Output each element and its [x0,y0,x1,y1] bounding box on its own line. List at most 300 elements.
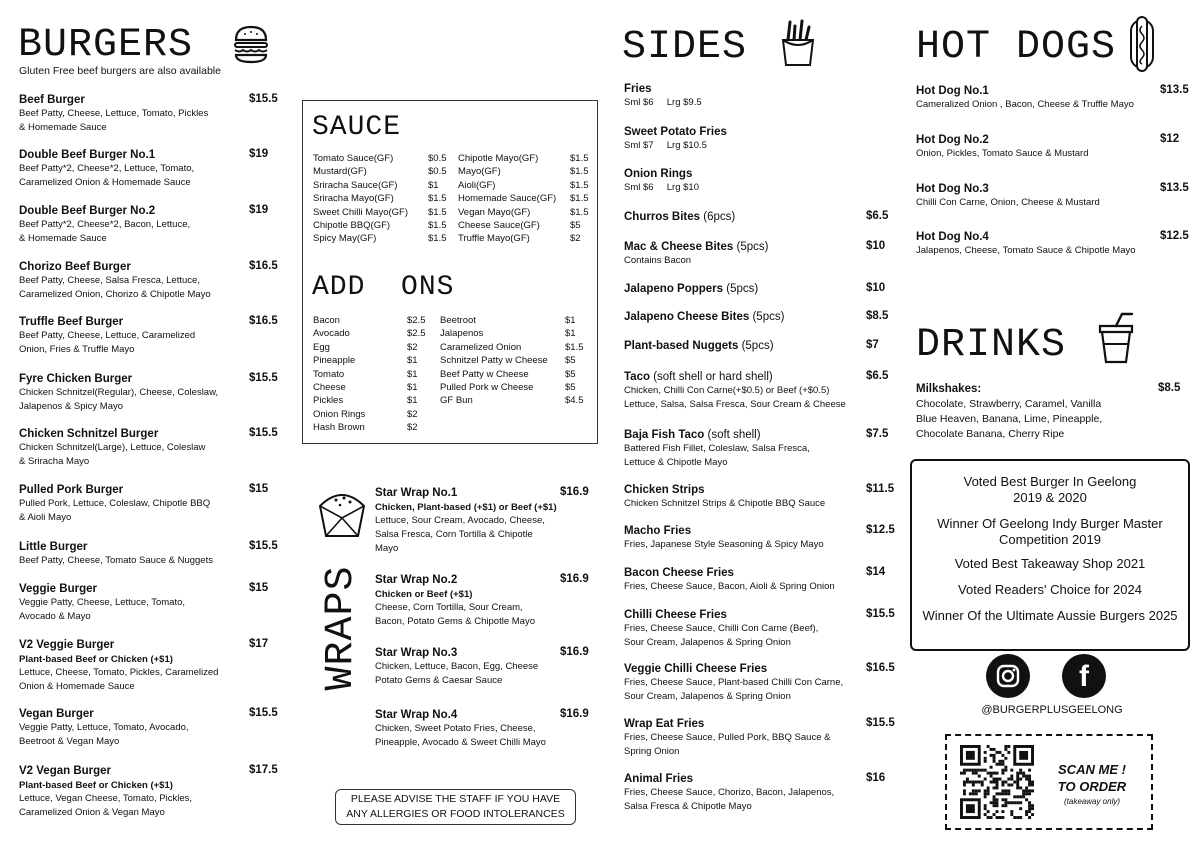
facebook-icon[interactable]: f [1062,654,1106,698]
item-name: Hot Dog No.4 [916,231,989,243]
item-price: $13.5 [1160,84,1189,96]
award-line: Winner Of the Ultimate Aussie Burgers 2025 [922,608,1178,623]
item-desc: Chilli Con Carne, Onion, Cheese & Mustard [916,197,1100,208]
table-row [313,381,429,394]
item-desc: Fries, Cheese Sauce, Bacon, Aioli & Spring Onion [624,581,835,592]
table-row [440,381,586,394]
table-row [313,152,449,165]
item-price: $7.5 [866,428,889,440]
side-item [624,82,896,110]
item-price: $15 [249,582,269,594]
side-item [624,608,896,650]
awards-list [912,474,1188,624]
item-desc: Fries, Cheese Sauce, Plant-based Chilli Con Carne, [624,677,844,688]
item-name [624,428,896,442]
hotdog-item [916,230,1188,258]
burger-item [19,483,281,525]
award-line: Voted Best Takeaway Shop 2021 [954,556,1146,571]
award-item [912,582,1188,598]
item-desc: Beef Patty, Cheese, Tomato Sauce & Nuggets [19,555,213,566]
side-item [624,339,896,353]
drink-flavours: Blue Heaven, Banana, Lime, Pineapple, [916,413,1103,425]
row-label: Cheese [313,382,346,394]
item-portion: (soft shell or hard shell) [650,371,773,383]
item-price: $17.5 [249,764,278,776]
item-desc: Chicken, Sweet Potato Fries, Cheese, [375,723,536,734]
item-name-text: Onion Rings [624,168,693,180]
order-text [1042,762,1142,808]
item-name [624,524,896,538]
item-desc: Beef Patty, Cheese, Lettuce, Caramelized [19,330,196,341]
qr-code[interactable] [960,745,1034,819]
item-name: Hot Dog No.1 [916,85,989,97]
item-price: $19 [249,148,269,160]
item-price: $16.9 [560,486,589,498]
item-name [624,82,896,96]
row-label: Cheese Sauce(GF) [458,220,540,232]
item-price: $8.5 [866,310,889,322]
item-name: Veggie Burger [19,583,97,595]
table-row [313,354,429,367]
item-price: $14 [866,566,886,578]
item-option: Chicken or Beef (+$1) [375,589,473,600]
drink-flavours: Chocolate, Strawberry, Caramel, Vanilla [916,398,1102,410]
item-price: $16.9 [560,573,589,585]
item-name: Star Wrap No.1 [375,487,458,499]
item-name [624,566,896,580]
row-price: $5 [570,220,581,232]
table-row [440,327,586,340]
item-desc: Jalapenos, Cheese, Tomato Sauce & Chipotle Mayo [916,245,1136,256]
item-price: $16.9 [560,646,589,658]
item-option: Plant-based Beef or Chicken (+$1) [19,780,173,791]
row-label: Tomato Sauce(GF) [313,153,394,164]
award-item [912,556,1188,572]
item-name-text: Fries [624,83,652,95]
row-price: $1.5 [565,341,584,353]
table-row [458,179,590,192]
row-price: $1.5 [570,193,589,205]
row-price: $1.5 [428,233,447,245]
item-price: $16.5 [866,662,895,674]
award-item [912,608,1188,624]
row-label: Bacon [313,315,340,326]
burger-item [19,93,281,135]
row-price: $1 [407,382,418,394]
item-price: $15.5 [866,608,895,620]
row-price: $1.5 [428,220,447,232]
table-row [440,368,586,381]
row-price: $1.5 [570,166,589,178]
row-price: $2 [570,233,581,245]
item-desc: & Sriracha Mayo [19,456,90,467]
row-label: Tomato [313,368,345,380]
sides-title: SIDES [622,25,748,70]
item-name-text: Bacon Cheese Fries [624,567,734,579]
row-label: Sriracha Mayo(GF) [313,193,394,205]
item-name: Chorizo Beef Burger [19,261,131,273]
item-name-text: Jalapeno Cheese Bites [624,311,750,323]
to-order-label: TO ORDER [1057,779,1127,794]
row-price: $1.5 [570,153,589,164]
item-name [624,240,896,254]
burger-item [19,764,281,820]
item-desc: Beef Patty*2, Cheese*2, Lettuce, Tomato, [19,163,195,174]
addons-title: ADD ONS [312,272,455,303]
item-name: Pulled Pork Burger [19,484,124,496]
row-label: Mayo(GF) [458,166,501,178]
item-price: $11.5 [866,483,895,495]
table-row [313,192,449,205]
item-desc: Beetroot & Vegan Mayo [19,736,120,747]
item-desc: Lettuce, Sour Cream, Avocado, Cheese, [375,515,545,526]
award-line: 2019 & 2020 [1013,490,1087,505]
row-price: $5 [565,382,576,394]
sauce-title: SAUCE [312,112,402,143]
burger-item [19,540,281,568]
allergy-notice [335,789,576,825]
item-desc: Lettuce, Vegan Cheese, Tomato, Pickles, [19,793,193,804]
item-name-text: Veggie Chilli Cheese Fries [624,663,768,675]
row-price: $0.5 [428,166,447,178]
row-label: Aioli(GF) [458,179,496,191]
item-desc: Fries, Cheese Sauce, Chorizo, Bacon, Jalapenos, [624,787,835,798]
item-name-text: Mac & Cheese Bites [624,241,734,253]
item-name [624,608,896,622]
row-price: $5 [565,355,576,367]
item-name [624,282,896,296]
item-price: $10 [866,240,886,252]
item-price: $15.5 [249,372,278,384]
row-price: $2 [407,422,418,434]
item-portion: (5pcs) [738,340,774,352]
item-name: Chicken Schnitzel Burger [19,428,159,440]
row-price: $1 [407,355,418,367]
wrap-item [375,708,590,750]
drink-name: Milkshakes: [916,383,982,395]
table-row [440,341,586,354]
burger-item [19,204,281,246]
row-price: $1.5 [428,193,447,205]
item-name: Vegan Burger [19,708,94,720]
item-desc: Cameralized Onion , Bacon, Cheese & Truffle Mayo [916,99,1134,110]
item-desc: Salsa Fresca & Chipotle Mayo [624,801,752,812]
table-row [313,206,449,219]
item-price: $10 [866,282,886,294]
side-item [624,566,896,594]
table-row [313,421,429,434]
scan-me-label: SCAN ME ! [1058,762,1126,777]
row-price: $1 [428,179,439,191]
item-price: $13.5 [1160,182,1189,194]
row-price: $1.5 [428,206,447,218]
item-name [624,310,896,324]
item-name: Double Beef Burger No.1 [19,149,156,161]
burger-item [19,582,281,624]
row-price: $1 [565,315,576,326]
item-desc: Fries, Cheese Sauce, Chilli Con Carne (Beef), [624,623,819,634]
drinks-title: DRINKS [916,323,1067,368]
side-item [624,662,896,704]
item-portion: (5pcs) [723,283,759,295]
hotdog-item [916,182,1188,210]
row-label: Pickles [313,395,344,407]
row-price: $4.5 [565,395,584,407]
wrap-item [375,573,590,629]
item-price: $16 [866,772,886,784]
row-label: Avocado [313,328,350,340]
side-item [624,167,896,195]
item-name-text: Chilli Cheese Fries [624,609,727,621]
item-price: $6.5 [866,210,889,222]
hotdog-item [916,133,1188,161]
row-price: $1 [407,395,418,407]
item-desc: Onion, Pickles, Tomato Sauce & Mustard [916,148,1089,159]
item-desc: Chicken, Chilli Con Carne(+$0.5) or Beef (+$0.5) [624,385,830,396]
row-label: Beef Patty w Cheese [440,368,529,380]
burger-item [19,427,281,469]
table-row [313,408,429,421]
item-desc: Beef Patty, Cheese, Lettuce, Tomato, Pickles [19,108,209,119]
item-desc: Sml $6 Lrg $9.5 [624,97,702,108]
table-row [458,219,590,232]
award-item [912,474,1188,506]
row-price: $2 [407,341,418,353]
item-desc: Mayo [375,543,399,554]
item-price: $19 [249,204,269,216]
item-name-text: Taco [624,371,650,383]
side-item [624,282,896,296]
item-desc: Beef Patty, Cheese, Salsa Fresca, Lettuce, [19,275,200,286]
wrap-icon [314,488,370,540]
burgers-title: BURGERS [18,23,194,68]
item-name-text: Baja Fish Taco [624,429,705,441]
social-handle[interactable]: @BURGERPLUSGEELONG [981,704,1123,716]
item-price: $12.5 [1160,230,1189,242]
item-name [624,370,896,384]
burger-item [19,707,281,749]
item-name: V2 Vegan Burger [19,765,112,777]
row-label: Beetroot [440,315,476,326]
side-item [624,125,896,153]
row-label: Vegan Mayo(GF) [458,206,531,218]
item-name [624,167,896,181]
item-desc: Bacon, Potato Gems & Chipotle Mayo [375,616,535,627]
item-name [624,772,896,786]
item-name [624,125,896,139]
item-desc: Pulled Pork, Lettuce, Coleslaw, Chipotle BBQ [19,498,211,509]
table-row [458,192,590,205]
item-name [624,339,896,353]
item-name-text: Animal Fries [624,773,694,785]
item-name: Fyre Chicken Burger [19,373,133,385]
item-name: Star Wrap No.3 [375,647,458,659]
row-label: Sweet Chilli Mayo(GF) [313,206,409,218]
award-line: Competition 2019 [999,532,1101,547]
item-name: Truffle Beef Burger [19,316,124,328]
table-row [440,314,586,327]
side-item [624,310,896,324]
table-row [313,368,429,381]
row-label: Pineapple [313,355,356,367]
row-label: Homemade Sauce(GF) [458,193,557,205]
item-name [624,210,896,224]
item-price: $6.5 [866,370,889,382]
item-portion: (5pcs) [733,241,769,253]
instagram-icon[interactable] [986,654,1030,698]
table-row [313,165,449,178]
burger-item [19,260,281,302]
item-desc: Onion, Fries & Truffle Mayo [19,344,135,355]
row-label: Chipotle BBQ(GF) [313,220,391,232]
item-portion: (5pcs) [749,311,785,323]
row-price: $2 [407,408,418,420]
table-row [313,219,449,232]
drink-cup-icon [1096,312,1136,364]
item-desc: Sour Cream, Jalapenos & Spring Onion [624,637,791,648]
award-line: Voted Best Burger In Geelong [963,474,1137,489]
table-row [313,394,429,407]
wrap-item [375,646,590,688]
item-desc: Battered Fish Fillet, Coleslaw, Salsa Fresca, [624,443,810,454]
row-price: $1 [565,328,576,340]
row-label: Jalapenos [440,328,484,340]
item-desc: Cheese, Corn Tortilla, Sour Cream, [375,602,523,613]
table-row [440,354,586,367]
item-desc: Fries, Cheese Sauce, Pulled Pork, BBQ Sauce & [624,732,831,743]
item-desc: Sml $6 Lrg $10 [624,182,699,193]
item-price: $15.5 [249,427,278,439]
item-price: $16.5 [249,315,278,327]
item-name: Beef Burger [19,94,85,106]
row-label: Egg [313,341,330,353]
item-desc: Veggie Patty, Lettuce, Tomato, Avocado, [19,722,189,733]
award-line: Winner Of Geelong Indy Burger Master [937,516,1163,531]
item-price: $16.9 [560,708,589,720]
wraps-title: WRAPS [319,565,364,691]
item-name-text: Jalapeno Poppers [624,283,724,295]
burger-icon [233,24,269,64]
item-portion: (soft shell) [704,429,761,441]
side-item [624,483,896,511]
row-price: $5 [565,368,576,380]
item-desc: Salsa Fresca, Corn Tortilla & Chipotle [375,529,533,540]
item-price: $17 [249,638,269,650]
row-label: Caramelized Onion [440,341,522,353]
item-desc: Potato Gems & Caesar Sauce [375,675,503,686]
item-price: $15.5 [249,93,278,105]
item-desc: Spring Onion [624,746,680,757]
addons-table-right [440,314,586,408]
table-row [313,179,449,192]
table-row [458,232,590,245]
item-desc: & Homemade Sauce [19,122,107,133]
item-desc: Contains Bacon [624,255,692,266]
item-name: Double Beef Burger No.2 [19,205,156,217]
award-line: Voted Readers' Choice for 2024 [958,582,1142,597]
item-desc: Lettuce, Cheese, Tomato, Pickles, Caramelized [19,667,219,678]
drink-item [916,382,1186,442]
item-price: $15.5 [249,707,278,719]
row-label: GF Bun [440,395,473,407]
item-desc: Caramelized Onion, Chorizo & Chipotle Mayo [19,289,211,300]
item-desc: Pineapple, Avocado & Sweet Chilli Mayo [375,737,546,748]
item-desc: Caramelized Onion & Vegan Mayo [19,807,165,818]
side-item [624,240,896,268]
table-row [313,327,429,340]
burger-item [19,315,281,357]
hotdogs-title: HOT DOGS [916,25,1117,70]
row-label: Spicy May(GF) [313,233,377,245]
table-row [458,152,590,165]
item-desc: Lettuce & Chipotle Mayo [624,457,728,468]
row-label: Mustard(GF) [313,166,367,178]
burgers-subtitle: Gluten Free beef burgers are also available [19,65,221,77]
burger-item [19,638,281,694]
item-name [624,483,896,497]
side-item [624,210,896,224]
burger-item [19,148,281,190]
item-name [624,717,896,731]
item-desc: Avocado & Mayo [19,611,91,622]
table-row [313,341,429,354]
item-name: V2 Veggie Burger [19,639,115,651]
item-desc: Lettuce, Salsa, Salsa Fresca, Sour Cream & Cheese [624,399,846,410]
item-name: Hot Dog No.2 [916,134,989,146]
award-item [912,516,1188,548]
table-row [458,165,590,178]
item-desc: & Homemade Sauce [19,233,107,244]
item-desc: Chicken Schnitzel(Regular), Cheese, Coleslaw, [19,387,219,398]
item-desc: Onion & Homemade Sauce [19,681,135,692]
table-row [313,314,429,327]
item-price: $12 [1160,133,1180,145]
table-row [313,232,449,245]
drink-price: $8.5 [1158,382,1181,394]
fries-icon [778,18,818,68]
side-item [624,370,896,412]
item-desc: Chicken Schnitzel Strips & Chipotle BBQ Sauce [624,498,826,509]
item-name: Star Wrap No.4 [375,709,458,721]
allergy-line-1: PLEASE ADVISE THE STAFF IF YOU HAVE [350,793,561,805]
item-desc: Sour Cream, Jalapenos & Spring Onion [624,691,791,702]
row-price: $2.5 [407,315,426,326]
takeaway-only-label: (takeaway only) [1063,797,1121,806]
item-price: $15.5 [249,540,278,552]
side-item [624,428,896,470]
hotdog-item [916,84,1188,112]
item-desc: Chicken, Lettuce, Bacon, Egg, Cheese [375,661,539,672]
row-label: Hash Brown [313,422,365,434]
item-desc: Caramelized Onion & Homemade Sauce [19,177,191,188]
item-price: $15.5 [866,717,895,729]
item-name-text: Churros Bites [624,211,701,223]
item-name: Little Burger [19,541,88,553]
item-desc: Chicken Schnitzel(Large), Lettuce, Coleslaw [19,442,206,453]
row-price: $1.5 [570,206,589,218]
row-label: Truffle Mayo(GF) [458,233,530,245]
item-name: Star Wrap No.2 [375,574,458,586]
row-label: Schnitzel Patty w Cheese [440,355,548,367]
burger-item [19,372,281,414]
row-price: $1.5 [570,179,589,191]
item-portion: (6pcs) [700,211,736,223]
row-label: Chipotle Mayo(GF) [458,153,539,164]
item-desc: Sml $7 Lrg $10.5 [624,140,707,151]
item-desc: Fries, Japanese Style Seasoning & Spicy Mayo [624,539,824,550]
item-price: $7 [866,339,879,351]
side-item [624,717,896,759]
